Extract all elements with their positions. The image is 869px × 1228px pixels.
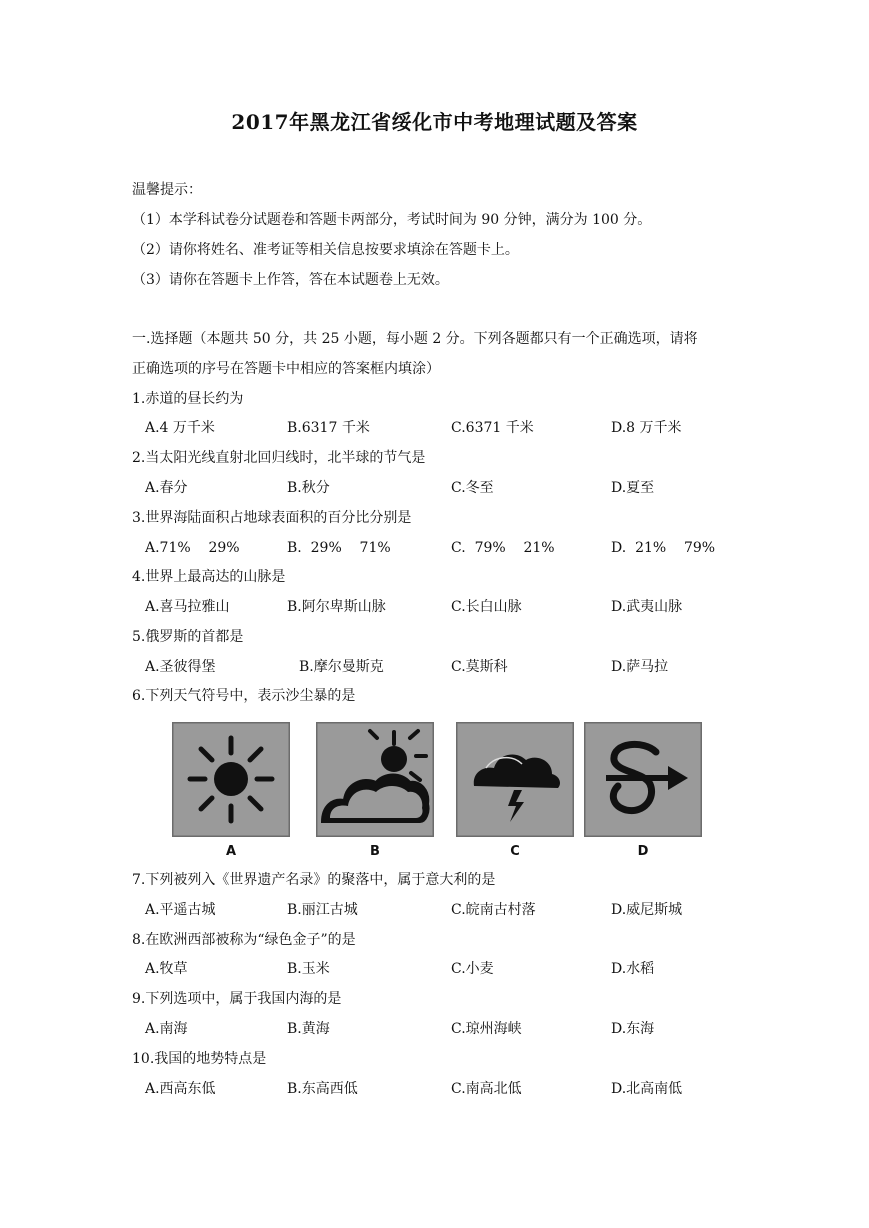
thunderstorm-icon — [456, 722, 574, 837]
option-d: D.北高南低 — [611, 1081, 683, 1097]
option-a: A.平遥古城 — [145, 902, 216, 918]
symbol-label-a: A — [225, 844, 237, 859]
notice-heading: 温馨提示： — [132, 182, 202, 198]
question-stem: 9.下列选项中，属于我国内海的是 — [132, 991, 342, 1007]
option-d: D.武夷山脉 — [611, 599, 683, 615]
option-a: A.圣彼得堡 — [145, 659, 216, 675]
option-a: A.71% 29% — [145, 540, 240, 556]
option-c: C.小麦 — [451, 961, 494, 977]
notice-item: （3）请你在答题卡上作答，答在本试题卷上无效。 — [132, 272, 449, 288]
option-a: A.牧草 — [145, 961, 188, 977]
option-d: D. 21% 79% — [611, 540, 716, 556]
question-stem: 3.世界海陆面积占地球表面积的百分比分别是 — [132, 510, 412, 526]
option-c: C.琼州海峡 — [451, 1021, 522, 1037]
question-options — [145, 900, 765, 920]
option-a: A.南海 — [145, 1021, 188, 1037]
option-b: B.阿尔卑斯山脉 — [287, 599, 386, 615]
option-c: C.南高北低 — [451, 1081, 522, 1097]
option-d: D.水稻 — [611, 961, 655, 977]
option-d: D.萨马拉 — [611, 659, 669, 675]
option-d: D.8 万千米 — [611, 420, 682, 436]
question-stem: 10.我国的地势特点是 — [132, 1051, 267, 1067]
question-options — [145, 538, 765, 558]
option-b: B.秋分 — [287, 480, 330, 496]
question-stem: 6.下列天气符号中，表示沙尘暴的是 — [132, 688, 356, 704]
question-options — [145, 657, 765, 677]
option-c: C.6371 千米 — [451, 420, 534, 436]
option-b: B. 29% 71% — [287, 540, 391, 556]
option-c: C.长白山脉 — [451, 599, 522, 615]
notice-item: （1）本学科试卷分试题卷和答题卡两部分，考试时间为 90 分钟，满分为 100 分。 — [132, 212, 652, 228]
sun-icon — [172, 722, 290, 837]
question-options — [145, 478, 765, 498]
question-options — [145, 1019, 765, 1039]
option-b: B.丽江古城 — [287, 902, 358, 918]
section-instructions: 一.选择题（本题共 50 分，共 25 小题，每小题 2 分。下列各题都只有一个正确选项，请将 — [132, 331, 698, 347]
option-d: D.东海 — [611, 1021, 655, 1037]
option-b: B.黄海 — [287, 1021, 330, 1037]
question-stem: 8.在欧洲西部被称为“绿色金子”的是 — [132, 932, 356, 948]
sandstorm-icon — [584, 722, 702, 837]
question-options — [145, 959, 765, 979]
symbol-label-b: B — [370, 844, 380, 859]
option-c: C. 79% 21% — [451, 540, 555, 556]
option-a: A.喜马拉雅山 — [145, 599, 230, 615]
notice-item: （2）请你将姓名、准考证等相关信息按要求填涂在答题卡上。 — [132, 242, 519, 258]
question-stem: 5.俄罗斯的首都是 — [132, 629, 244, 645]
page-title: 2017年黑龙江省绥化市中考地理试题及答案 — [231, 110, 638, 134]
weather-symbols-figure — [170, 722, 710, 867]
option-b: B.6317 千米 — [287, 420, 370, 436]
question-stem: 7.下列被列入《世界遗产名录》的聚落中，属于意大利的是 — [132, 872, 496, 888]
question-stem: 2.当太阳光线直射北回归线时，北半球的节气是 — [132, 450, 426, 466]
option-c: C.冬至 — [451, 480, 494, 496]
question-stem: 4.世界上最高达的山脉是 — [132, 569, 286, 585]
option-b: B.玉米 — [287, 961, 330, 977]
option-c: C.莫斯科 — [451, 659, 508, 675]
option-a: A.4 万千米 — [145, 420, 215, 436]
option-b: B.摩尔曼斯克 — [299, 659, 384, 675]
option-d: D.夏至 — [611, 480, 655, 496]
section-instructions-cont: 正确选项的序号在答题卡中相应的答案框内填涂） — [132, 361, 440, 377]
option-b: B.东高西低 — [287, 1081, 358, 1097]
option-c: C.皖南古村落 — [451, 902, 536, 918]
question-options — [145, 418, 765, 438]
symbol-label-c: C — [510, 844, 520, 859]
sun-behind-cloud-icon — [316, 722, 434, 837]
option-a: A.西高东低 — [145, 1081, 216, 1097]
option-a: A.春分 — [145, 480, 188, 496]
option-d: D.威尼斯城 — [611, 902, 683, 918]
question-options — [145, 1079, 765, 1099]
symbol-label-d: D — [637, 844, 649, 859]
question-options — [145, 597, 765, 617]
question-stem: 1.赤道的昼长约为 — [132, 391, 244, 407]
